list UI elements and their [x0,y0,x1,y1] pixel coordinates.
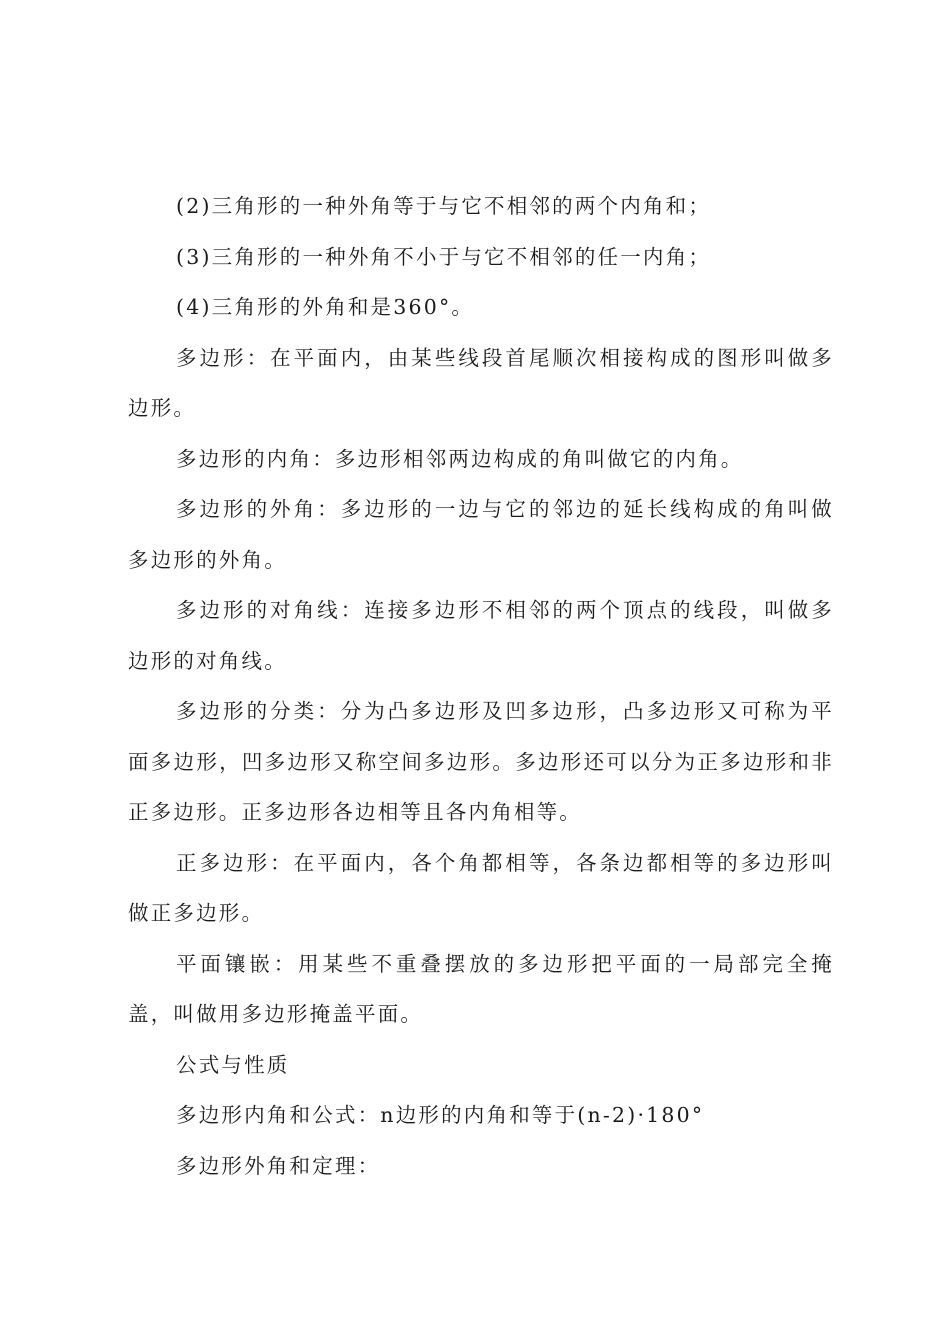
paragraph-polygon-diagonal: 多边形的对角线：连接多边形不相邻的两个顶点的线段，叫做多边形的对角线。 [128,598,834,673]
paragraph-polygon-classification: 多边形的分类：分为凸多边形及凹多边形，凸多边形又可称为平面多边形，凹多边形又称空间多边形。多边形还可以分为正多边形和非正多边形。正多边形各边相等且各内角相等。 [128,699,834,824]
section-heading-formulas: 公式与性质 [176,1052,290,1077]
paragraph-exterior-angle-theorem: 多边形外角和定理： [176,1153,381,1178]
paragraph-plane-tessellation: 平面镶嵌：用某些不重叠摆放的多边形把平面的一局部完全掩盖，叫做用多边形掩盖平面。 [128,951,834,1026]
paragraph-polygon-exterior-angle: 多边形的外角：多边形的一边与它的邻边的延长线构成的角叫做多边形的外角。 [128,497,834,572]
paragraph-exterior-angle-greater-property: (3)三角形的一种外角不小于与它不相邻的任一内角； [176,244,712,269]
paragraph-regular-polygon: 正多边形：在平面内，各个角都相等，各条边都相等的多边形叫做正多边形。 [128,850,834,925]
paragraph-exterior-angle-sum-property: (2)三角形的一种外角等于与它不相邻的两个内角和； [176,194,712,218]
paragraph-polygon-interior-angle: 多边形的内角：多边形相邻两边构成的角叫做它的内角。 [176,446,744,471]
paragraph-exterior-angle-total: (4)三角形的外角和是360°。 [176,295,475,319]
paragraph-polygon-definition: 多边形：在平面内，由某些线段首尾顺次相接构成的图形叫做多边形。 [128,345,834,420]
paragraph-interior-angle-formula: 多边形内角和公式：n边形的内角和等于(n-2)·180° [176,1103,705,1127]
document-body [128,181,834,1191]
